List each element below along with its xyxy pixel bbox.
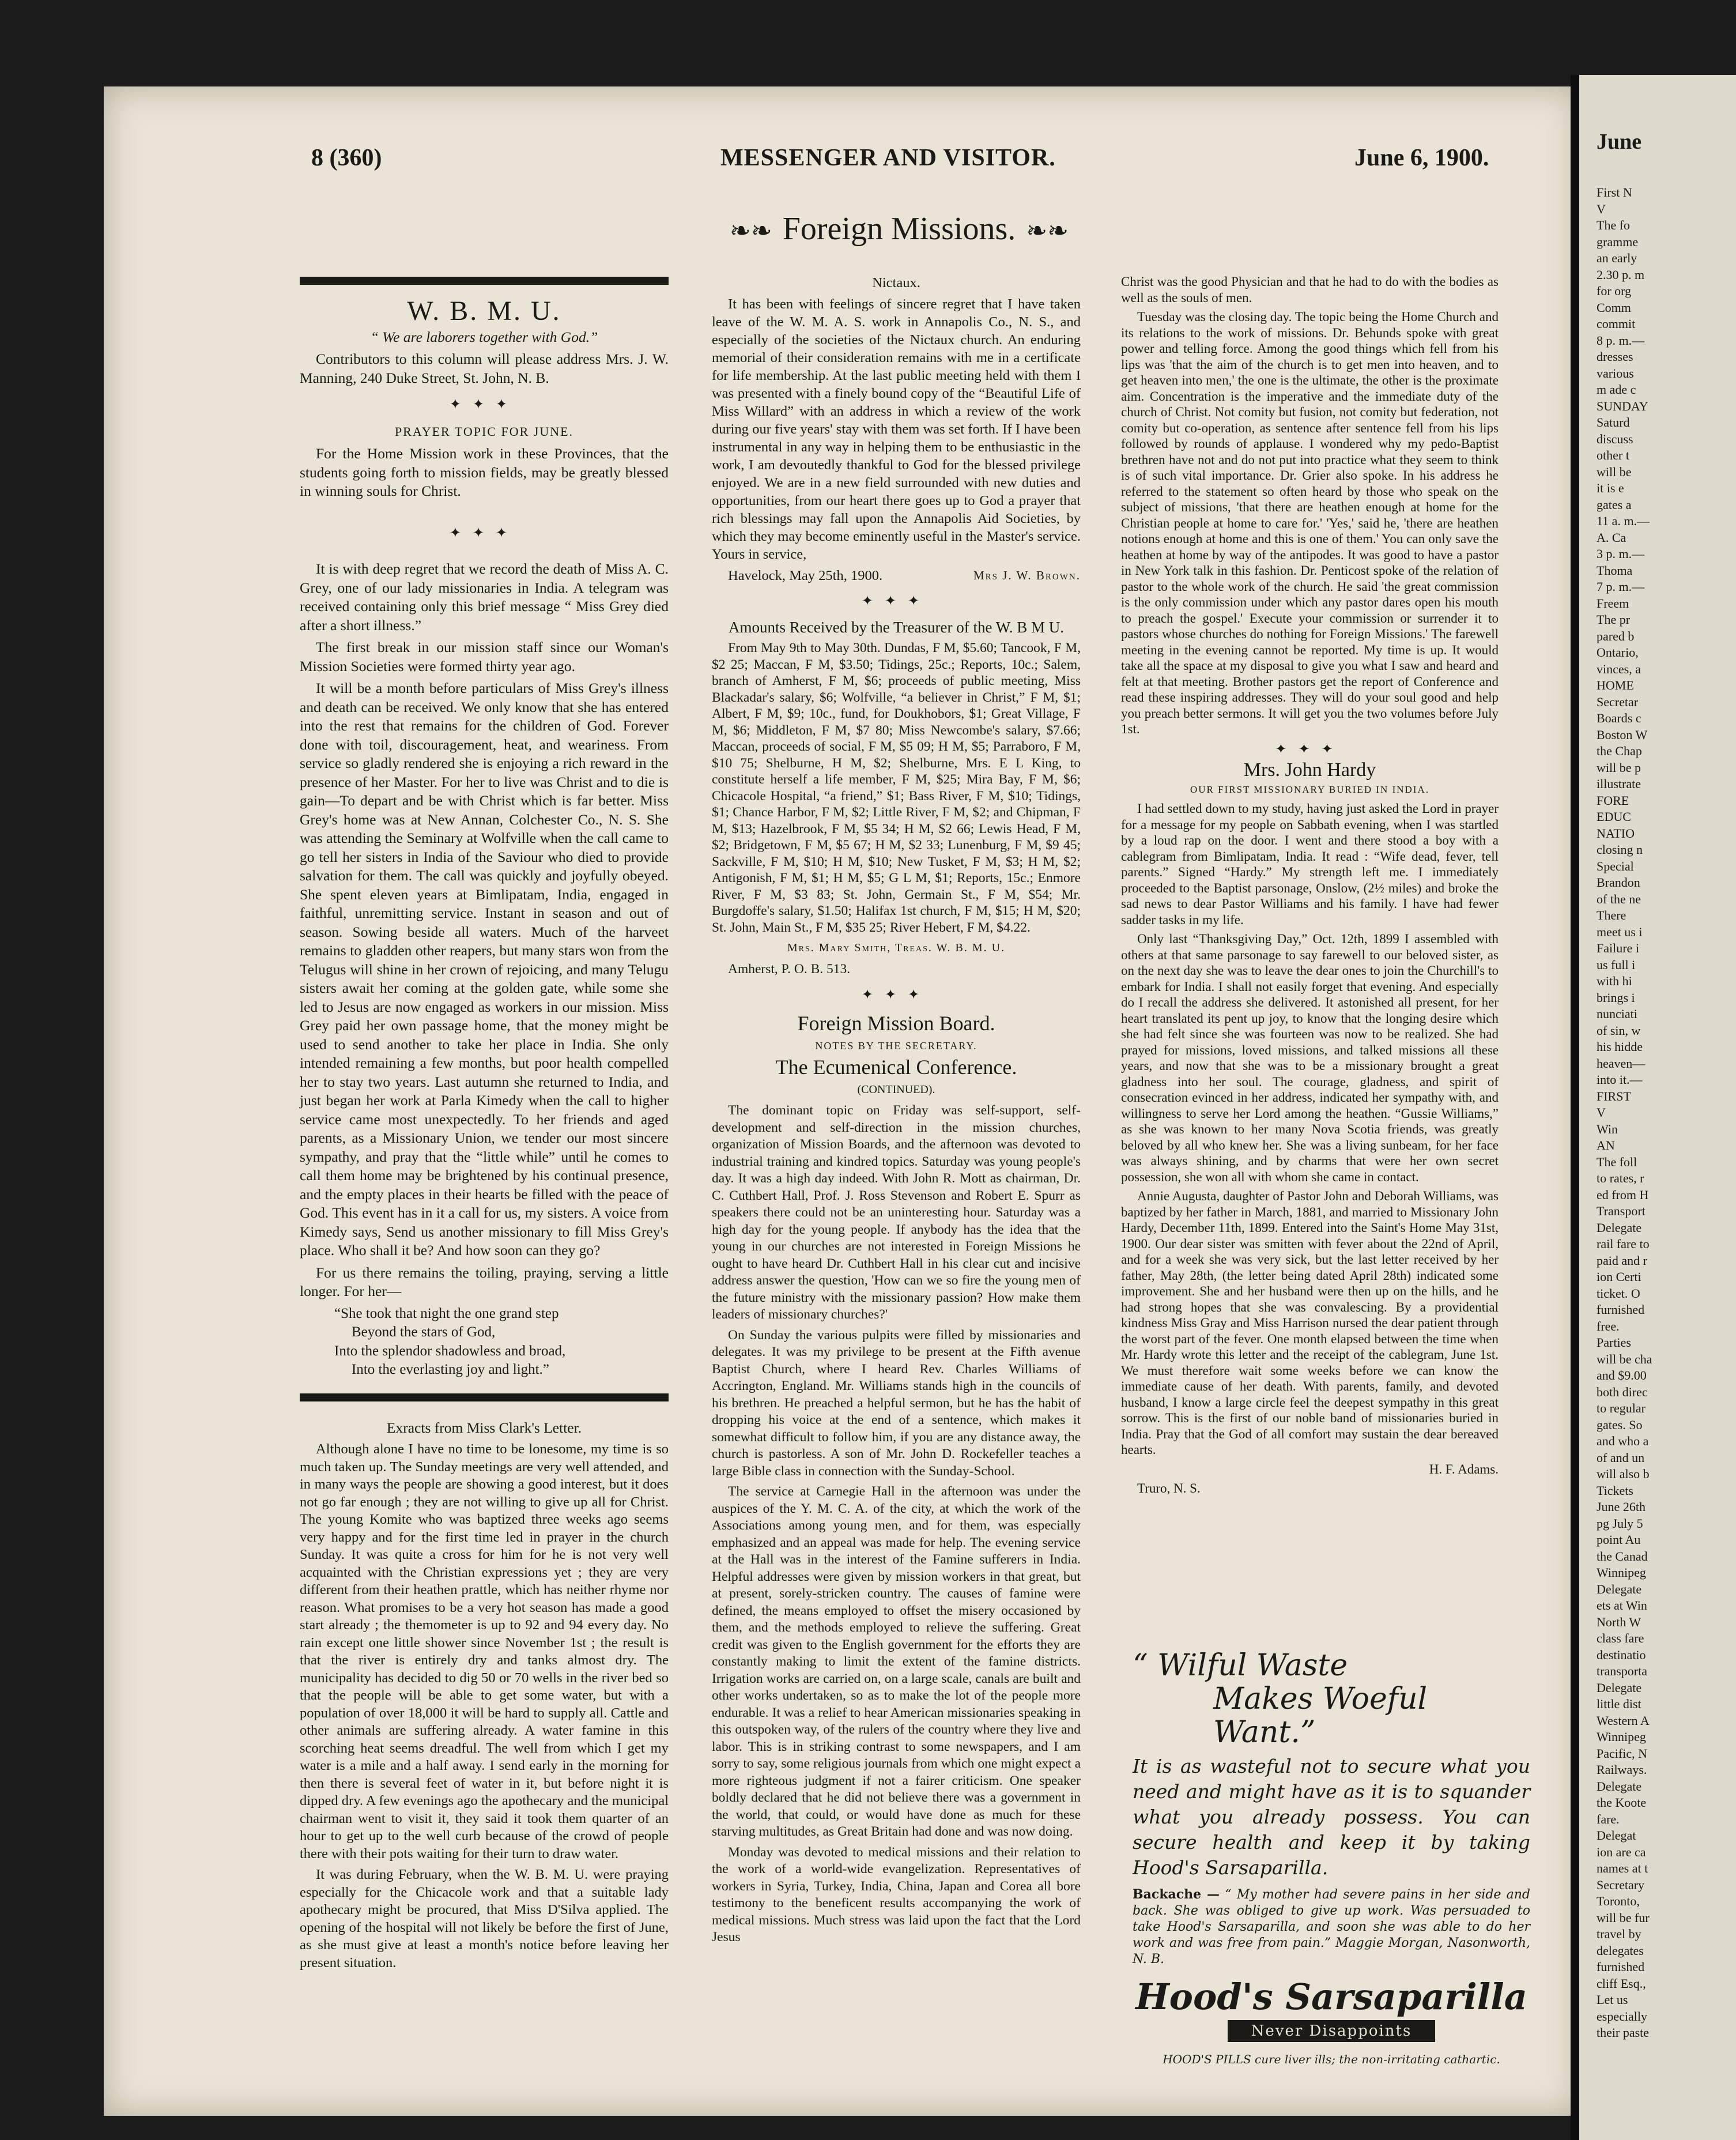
star-divider-icon: ✦✦✦ <box>861 594 931 609</box>
adjacent-line: to regular <box>1597 1401 1646 1415</box>
board-paragraph: The dominant topic on Friday was self-support, self-development and self-direction in the mission churches, organization of Mission Boards, and the afternoon was devoted to industrial training and kindred topics. Saturday was young people's day. It was a high day indeed. With John R. Mott as chairman, Dr. C. Cuthbert Hall, Prof. J. Ross Stevenson and Robert E. Spurr as speakers there could not be an uninteresting hour. Saturday was a high day for the young people. If anybody has the idea that the young in our churches are not interested in Foreign Missions he ought to have heard Dr. Cuthbert Hall in his clear cut and incisive address answer the question, 'How can we so fire the young men of the future ministry with the missionary passion? How make them leaders of missionary churches?' <box>712 1103 1081 1322</box>
poem <box>300 1305 669 1380</box>
hardy-heading: Mrs. John Hardy <box>1243 759 1376 781</box>
signoff-name: Mrs J. W. Brown. <box>973 568 1081 582</box>
grey-paragraph: It is with deep regret that we record the death of Miss A. C. Grey, one of our lady missionaries in India. A telegram was received containing only this brief message “ Miss Grey died after a short illness.” <box>300 560 669 634</box>
board-notes: NOTES BY THE SECRETARY. <box>815 1040 978 1052</box>
adjacent-line: commit <box>1597 317 1636 331</box>
adjacent-line: class fare <box>1597 1631 1644 1645</box>
prayer-topic-text: For the Home Mission work in these Provinces, that the students going forth to mission fields, may be greatly blessed in winning souls for Christ. <box>300 445 669 499</box>
adjacent-line: discuss <box>1597 431 1633 446</box>
adjacent-line: will be <box>1597 464 1632 479</box>
adjacent-line: ticket. O <box>1597 1286 1640 1301</box>
board-heading: Foreign Mission Board. <box>797 1012 995 1035</box>
ad-testimonial-text: “ My mother had severe pains in her side and back. She was obliged to give up work. Was persuaded to take Hood's Sarsaparilla, and soon she was able to do her work and was free from pain.” Maggie Morgan, Nasonworth, N. B. <box>1133 1887 1531 1966</box>
masthead: MESSENGER AND VISITOR. <box>720 145 1056 171</box>
adjacent-line: Delegat <box>1597 1828 1636 1843</box>
hardy-paragraph: Annie Augusta, daughter of Pastor John and Deborah Williams, was baptized by her father in March, 1881, and married to Missionary John Hardy, December 11th, 1899. Entered into the Saint's Home May 31st, 1900. Our dear sister was smitten with fever about the 22nd of April, and for a week she was very sick, but the last letter received by her father, May 28th, (the letter being dated April 28th) indicated some improvement. She and her husband were then up on the hills, and he had strong hopes that she was convalescing. By a providential kindness Miss Gray and Miss Harrison nursed the dear patient through the worst part of the fever. One month elapsed between the time when Mr. Hardy wrote this letter and the receipt of the cablegram, June 1st. We must therefore wait some weeks before we can know the immediate cause of her death. With parents, family, and devoted husband, I know a large circle feel the deepest sympathy in this great sorrow. This is the first of our noble band of missionaries buried in India. Pray that the God of all comfort may sustain the dear bereaved hearts. <box>1121 1189 1499 1457</box>
nictaux-heading: Nictaux. <box>872 275 920 291</box>
adjacent-line: us full i <box>1597 957 1636 972</box>
ad-testimonial-label: Backache — <box>1133 1887 1220 1902</box>
adjacent-line: his hidde <box>1597 1039 1643 1054</box>
adjacent-line: Failure i <box>1597 941 1639 955</box>
amounts-heading: Amounts Received by the Treasurer of the W. B M U. <box>729 619 1064 636</box>
adjacent-line: fare. <box>1597 1811 1620 1826</box>
section-title: Foreign Missions. <box>782 211 1016 247</box>
ad-testimonial <box>1133 1886 1530 1968</box>
column-wbmu <box>300 277 669 1975</box>
adjacent-line: and who a <box>1597 1434 1649 1448</box>
adjacent-line: Railways. <box>1597 1762 1647 1777</box>
adjacent-header: June <box>1597 130 1642 154</box>
adjacent-line: NATIO <box>1597 826 1635 841</box>
page-number: 8 (360) <box>311 145 382 171</box>
adjacent-line: First N <box>1597 185 1632 199</box>
nictaux-signoff <box>712 567 1081 585</box>
adjacent-line: vinces, a <box>1597 661 1641 676</box>
adjacent-line: especially <box>1597 2009 1647 2024</box>
adjacent-line: to rates, r <box>1597 1171 1644 1185</box>
divider <box>300 277 669 285</box>
star-divider-icon: ✦✦✦ <box>861 988 931 1003</box>
adjacent-line: 11 a. m.— <box>1597 514 1650 528</box>
ad-body: It is as wasteful not to secure what you need and might have as it is to squander what you already possess. You can secure health and keep it by taking Hood's Sarsaparilla. <box>1133 1755 1530 1879</box>
adjacent-line: the Koote <box>1597 1795 1647 1810</box>
adjacent-line: Freem <box>1597 596 1629 611</box>
adjacent-line: will be p <box>1597 760 1641 775</box>
adjacent-line: names at t <box>1597 1861 1648 1875</box>
adjacent-line: Brandon <box>1597 875 1640 890</box>
adjacent-line: and $9.00 <box>1597 1368 1647 1382</box>
adjacent-line: Winnipeg <box>1597 1565 1646 1580</box>
adjacent-line: point Au <box>1597 1532 1641 1547</box>
adjacent-line: gates. So <box>1597 1417 1643 1432</box>
adjacent-line: illustrate <box>1597 777 1641 791</box>
adjacent-line: Transport <box>1597 1204 1646 1218</box>
adjacent-line: 7 p. m.— <box>1597 579 1645 594</box>
poem-line: Into the everlasting joy and light.” <box>352 1362 549 1377</box>
adjacent-line: FIRST <box>1597 1088 1631 1103</box>
adjacent-line: June 26th <box>1597 1499 1646 1514</box>
ad-headline: “ Wilful Waste <box>1133 1648 1348 1683</box>
adjacent-line: the Canad <box>1597 1549 1648 1563</box>
adjacent-line: travel by <box>1597 1927 1641 1941</box>
newspaper-page <box>104 86 1579 2116</box>
adjacent-line: other t <box>1597 448 1629 462</box>
adjacent-line: cliff Esq., <box>1597 1976 1646 1991</box>
adjacent-line: EDUC <box>1597 809 1631 824</box>
wbmu-title: W. B. M. U. <box>407 296 561 326</box>
adjacent-line: SUNDAY <box>1597 398 1648 413</box>
adjacent-line: Win <box>1597 1121 1618 1136</box>
adjacent-line: ets at Win <box>1597 1598 1647 1612</box>
adjacent-line: heaven— <box>1597 1056 1646 1071</box>
adjacent-line: it is e <box>1597 481 1624 495</box>
adjacent-line: Ontario, <box>1597 645 1639 660</box>
adjacent-line: ion are ca <box>1597 1844 1646 1859</box>
adjacent-line: free. <box>1597 1318 1620 1333</box>
star-divider-icon: ✦✦✦ <box>449 397 519 412</box>
clark-heading: Exracts from Miss Clark's Letter. <box>386 1419 582 1436</box>
adjacent-line: There <box>1597 908 1626 922</box>
adjacent-line: of and un <box>1597 1450 1645 1465</box>
adjacent-line: Western A <box>1597 1713 1650 1728</box>
poem-line: Beyond the stars of God, <box>352 1324 496 1340</box>
adjacent-line: 8 p. m.— <box>1597 333 1645 348</box>
adjacent-line: Winnipeg <box>1597 1730 1646 1744</box>
adjacent-line: The foll <box>1597 1154 1637 1169</box>
ad-footer: HOOD'S PILLS cure liver ills; the non-irritating cathartic. <box>1163 2052 1500 2066</box>
hardy-paragraph: Only last “Thanksgiving Day,” Oct. 12th, 1899 I assembled with others at that same parsonage to say farewell to our beloved sister, as on the next day she was to leave the dear ones to join the Churchill's to embark for India. I shall not easily forget that evening. And especially do I recall the address she delivered. It astonished all present, for her heart translated its pent up joy, to know that the longing desire which she had felt since she was fourteen was now to be realized. She had prayed for missions, loved missions, and talked missions all these years, and now that she was to be a missionary brought a great gladness into her soul. The courage, gladness, and spirit of consecration evinced in her address, indicated her sympathy with, and willingness to serve her Lord among the heathen. “Gussie Williams,” as she was known to her many Nova Scotia friends, was greatly beloved by all who knew her. She was a living sunbeam, for her face was always shining, and by charms that were her own secret possession, she won all with whom she came in contact. <box>1121 932 1499 1184</box>
clark-paragraph: Although alone I have no time to be lonesome, my time is so much taken up. The Sunday meetings are very well attended, and in many ways the people are showing a good interest, but it does not go far enough ; they are not willing to give up all for Christ. The young Komite who was baptized three weeks ago seems very happy and for the first time led in prayer in the church Sunday. It was quite a cross for him for he is not very well acquainted with the Christian expressions yet ; they are very different from their heathen prattle, which has neither rhyme nor reason. What promises to be a very hot season has made a good start already ; the themometer is up to 92 and 94 every day. No rain except one little shower since November 1st ; the result is that the river is entirely dry and tanks almost dry. The municipality has decided to dig 50 or 70 wells in the river bed so that the people will be able to get some water, but with a population of over 18,000 it will be hard to supply all. Cattle and other animals are suffering already. A water famine in this scorching heat seems dreadful. The well from which I get my water is a mile and a half away. I send early in the morning for then there is several feet of water in it, but before night it is dipped dry. A few evenings ago the apothecary and the municipal chairman went to visit it, they said it took them quarter of an hour to get up to the well curb because of the crowd of people there with their pots waiting for their turn to draw water. <box>300 1441 669 1862</box>
adjacent-line: of the ne <box>1597 891 1641 906</box>
clark-paragraph: It was during February, when the W. B. M. U. were praying especially for the Chicacole work and that a suitable lady apothecary might be procured, that Miss D'Silva applied. The opening of the hospital will not likely be before the first of June, as she must give at least a month's notice before leaving her present situation. <box>300 1867 669 1971</box>
treasurer-address: Amherst, P. O. B. 513. <box>728 962 851 977</box>
adjacent-line: will be fur <box>1597 1910 1650 1925</box>
adjacent-line: pg July 5 <box>1597 1516 1643 1531</box>
adjacent-line: their paste <box>1597 2025 1650 2040</box>
adjacent-line: will also b <box>1597 1467 1650 1481</box>
hardy-signature: H. F. Adams. <box>1429 1461 1499 1476</box>
hardy-place: Truro, N. S. <box>1137 1481 1201 1495</box>
adjacent-line: gates a <box>1597 497 1632 512</box>
leaf-ornament-icon: ❧❧ <box>1026 217 1069 245</box>
adjacent-line: A. Ca <box>1597 530 1626 545</box>
board-paragraph: Monday was devoted to medical missions and their relation to the work of a world-wide evangelization. Representatives of workers in Syria, Turkey, India, China, Japan and Corea all bore testimony to the beneficent results accompanying the work of medical missions. Much stress was laid upon the fact that the Lord Jesus <box>712 1844 1081 1945</box>
adjacent-line: Secretar <box>1597 694 1639 709</box>
adjacent-line: Delegate <box>1597 1779 1642 1794</box>
wbmu-motto: “ We are laborers together with God.” <box>370 328 598 345</box>
adjacent-line: V <box>1597 201 1606 216</box>
adjacent-line: 3 p. m.— <box>1597 547 1645 561</box>
adjacent-line: Secretary <box>1597 1877 1645 1892</box>
grey-paragraph: The first break in our mission staff since our Woman's Mission Societies were formed thirty year ago. <box>300 639 669 675</box>
adjacent-line: various <box>1597 366 1634 380</box>
grey-paragraph: It will be a month before particulars of Miss Grey's illness and death can be received. We only know that she has entered into the rest that remains for the children of God. Forever done with toil, discouragement, heat, and weariness. From service so gladly rendered she is enjoying a rich reward in the presence of her Master. For her to live was Christ and to die is gain—To depart and be with Christ which is far better. Miss Grey's home was at New Annan, Colchester Co., N. S. She was attending the Seminary at Wolfville when the call came to go tell her sisters in India of the Saviour who died to provide salvation for them. The call was quickly and joyfully obeyed. She spent eleven years at Bimlipatam, India, engaged in faithful, unremitting service. Instant in season and out of season. Sowing beside all waters. Much of the harveet remains to gladden other reapers, but many stars won from the Telugus will shine in her crown of rejoicing, and many Telugu sisters await her coming at the golden gate, while some she led to Jesus are now engaged as workers in our mission. Miss Grey paid her own passage home, that the money might be used to send another to take her place in India. She only intended remaining a few months, but poor health compelled her to stay two years. Last autumn she returned to India, and just began her work at Parla Kimedy when the call to higher service came most unexpectedly. To her friends and aged parents, as a Missionary Union, we tender our most sincere sympathy, and pray that the “little while” until he comes to call them home may be brightened by his continual presence, and the empty places in their hearts be filled with the peace of God. This event has in it a call for us, my sisters. A voice from Kimedy says, Send us another missionary to fill Miss Grey's place. Who shall it be? And how soon can they go? <box>300 680 669 1259</box>
adjacent-line: meet us i <box>1597 924 1643 939</box>
adjacent-line: 2.30 p. m <box>1597 267 1645 282</box>
adjacent-line: Delegate <box>1597 1680 1642 1695</box>
leaf-ornament-icon: ❧❧ <box>730 217 772 245</box>
adjacent-line: Thoma <box>1597 563 1633 578</box>
column-hardy <box>1121 274 1499 1500</box>
adjacent-line: Saturd <box>1597 415 1630 429</box>
adjacent-line: will be cha <box>1597 1351 1652 1366</box>
adjacent-line: ed from H <box>1597 1187 1649 1202</box>
star-divider-icon: ✦✦✦ <box>449 525 519 541</box>
hardy-paragraph: I had settled down to my study, having just asked the Lord in prayer for a message for my people on Sabbath evening, when I was startled by a loud rap on the door. I went and there stood a boy with a cablegram from Bimlipatam, India. It read : “Wife dead, fever, tell parents.” Signed “Hardy.” My strength left me. I immediately proceeded to the Baptist parsonage, Onslow, (2½ miles) and broke the sad news to dear Pastor Williams and his family. I have had fewer sadder tasks in my life. <box>1121 801 1499 927</box>
adjacent-line: The fo <box>1597 218 1631 232</box>
adjacent-line: both direc <box>1597 1384 1648 1399</box>
adjacent-line: m ade c <box>1597 382 1636 397</box>
adjacent-line: rail fare to <box>1597 1237 1650 1251</box>
poem-line: Into the splendor shadowless and broad, <box>334 1343 566 1359</box>
adjacent-line: Delegate <box>1597 1581 1642 1596</box>
adjacent-line: transporta <box>1597 1664 1647 1678</box>
adjacent-line: paid and r <box>1597 1253 1647 1268</box>
board-paragraph: The service at Carnegie Hall in the afternoon was under the auspices of the Y. M. C. A. of the city, at which the work of the Associations among young men, and for them, was especially emphasized and an appeal was made for help. The evening service at the Hall was in the interest of the Famine sufferers in India. Helpful addresses were given by mission workers in that great, but at present, sorely-stricken country. The causes of famine were defined, the means employed to offset the misery occasioned by them, and the methods employed to relieve the suffering. Great credit was given to the English government for the efforts they are constantly making to limit the extent of the famine districts. Irrigation works are carried on, on a large scale, canals are built and other works undertaken, so as to make the lot of the people more endurable. It was a relief to hear American missionaries speaking in this outspoken way, of the rulers of the country where they live and labor. This is in striking contrast to some newspapers, and I am sorry to say, some religious journals from which one might expect a more righteous judgment if not a fairer criticism. One speaker boldly declared that he did not believe there was a government in the world, that could, or would have done as much for these starving multitudes, as Great Britain had done and was now doing. <box>712 1484 1081 1839</box>
adjacent-line: with hi <box>1597 974 1632 988</box>
adjacent-line: little dist <box>1597 1697 1641 1711</box>
adjacent-line: for org <box>1597 284 1632 298</box>
adjacent-line: furnished <box>1597 1302 1645 1317</box>
adjacent-line: Let us <box>1597 1992 1628 2007</box>
adjacent-line: Toronto, <box>1597 1894 1640 1908</box>
continued-label: (CONTINUED). <box>857 1083 935 1096</box>
nictaux-text: It has been with feelings of sincere regret that I have taken leave of the W. M. A. S. work in Annapolis Co., N. S., and especially of the societies of the Nictaux church. An enduring memorial of their consideration remains with me in a certificate for life membership. At the last public meeting held with them I was presented with a finely bound copy of the “Beautiful Life of Miss Willard” with an address in which a review of the work during our five years' stay with them was set forth. If I have been instrumental in any way in helping them to be enthusiastic in the work, I am devoutedly thankful to God for the blessed privilege enjoyed. We are in a new field surrounded with new duties and opportunities, from our heart there goes up to God a prayer that rich blessings may fall upon the Annapolis Aid Societies, by which they may become eminently useful in the Master's service. Yours in service, <box>712 296 1081 562</box>
adjacent-line: V <box>1597 1105 1606 1120</box>
adjacent-line: into it.— <box>1597 1072 1643 1087</box>
conference-heading: The Ecumenical Conference. <box>775 1056 1017 1079</box>
grey-paragraph: For us there remains the toiling, praying, serving a little longer. For her— <box>300 1264 669 1299</box>
adjacent-line: nunciati <box>1597 1007 1637 1021</box>
conference-paragraph: Christ was the good Physician and that he had to do with the bodies as well as the souls of men. <box>1121 274 1499 305</box>
adjacent-line: Boards c <box>1597 711 1641 725</box>
adjacent-line: an early <box>1597 251 1637 265</box>
adjacent-line: Boston W <box>1597 727 1648 742</box>
adjacent-page <box>1579 75 1736 2140</box>
hoods-logo: Hood's Sarsaparilla <box>1135 1976 1527 2018</box>
adjacent-line: Comm <box>1597 300 1631 315</box>
adjacent-line: furnished <box>1597 1960 1645 1974</box>
star-divider-icon: ✦✦✦ <box>1275 741 1345 757</box>
hardy-subheading: OUR FIRST MISSIONARY BURIED IN INDIA. <box>1190 783 1429 795</box>
section-header <box>697 210 1101 247</box>
adjacent-text <box>1597 184 1735 2041</box>
adjacent-line: closing n <box>1597 842 1643 857</box>
adjacent-line: Parties <box>1597 1335 1631 1350</box>
amounts-text: From May 9th to May 30th. Dundas, F M, $5.60; Tancook, F M, $2 25; Maccan, F M, $3.50; Tidings, 25c.; Reports, 10c.; Salem, branch of Amherst, F M, $6; proceeds of public meeting, Miss Blackadar's salary, $6; Wolfville, “a believer in Christ,” F M, $1; Albert, F M, $9; 10c., fund, for Doukhobors, $1; Great Village, F M, $6; Middleton, F M, $7 80; Miss Newcombe's salary, $7.66; Maccan, proceeds of social, F M, $5 09; H M, $5; Parraboro, F M, $10 75; Shelburne, H M, $2; Shelburne, Mrs. E L King, to constitute herself a life member, F M, $25; Mira Bay, F M, $6; Chicacole Hospital, “a friend,” $1; Bass River, F M, $10; Tidings, $1; Chance Harbor, F M, $2; Little River, F M, $2; and Chipman, F M, $13; Hazelbrook, F M, $5 34; H M, $2 66; Lewis Head, F M, $2; Bridgetown, F M, $5 67; H M, $2 33; Lunenburg, F M, $9 45; Sackville, F M, $10; H M, $10; New Tusket, F M, $3; H M, $2; Antigonish, F M, $1; H M, $5; G L M, $1; Reports, 15c.; Enmore River, F M, $3 83; St. John, Germain St., F M, $54; Mr. Burgdoffe's salary, $1.50; Halifax 1st church, F M, $15; H M, $20; St. John, Main St., F M, $35 25; River Hebert, F M, $4.22. <box>712 641 1081 935</box>
board-paragraph: On Sunday the various pulpits were filled by missionaries and delegates. It was my privilege to be present at the Fifth avenue Baptist Church, where I heard Rev. Charles Williams of Accrington, England. Mr. Williams stands high in the councils of his brethren. He preached a helpful sermon, but he has the habit of dropping his voice at the end of a sentence, which makes it somewhat difficult to follow him, if you are any distance away, the church is pastorless. A son of Mr. John D. Rockefeller teaches a large Bible class in connection with the Sunday-School. <box>712 1327 1081 1479</box>
adjacent-line: FORE <box>1597 793 1629 808</box>
adjacent-line: AN <box>1597 1138 1615 1152</box>
adjacent-line: HOME <box>1597 678 1634 692</box>
adjacent-line: delegates <box>1597 1943 1644 1958</box>
adjacent-line: the Chap <box>1597 744 1642 758</box>
adjacent-line: Tickets <box>1597 1483 1633 1498</box>
ad-headline: Makes Woeful Want.” <box>1213 1682 1428 1750</box>
adjacent-line: dresses <box>1597 349 1633 364</box>
conference-paragraph: Tuesday was the closing day. The topic being the Home Church and its relations to the work of missions. Dr. Behunds spoke with great power and telling force. Among the good things which fell from his lips was 'that the aim of the church is to get men into heaven, and to get heaven into men,' the one is the ultimate, the other is the proximate aim. Concentration is the imperative and the immediate duty of the church of Christ. Not comity but fusion, not comity but federation, not comity but co-operation, as sentence after sentence fell from his lips followed by rounds of applause. I wondered why my pedo-Baptist brethren have not and do not put into practice what they seem to think is of such vital importance. Dr. Grier also spoke. In his address he referred to the statement so often heard by those who speak on the subject of missions, 'that there are heathen enough at home for the Christian people at home to care for.' 'Yes,' said he, 'there are heathen notions enough at home and this is one of them.' You can only save the heathen at home by way of the antipodes. It was good to have a pastor in New York talk in this fashion. Dr. Penticost spoke of the relation of pastor to the whole work of the church. He said 'the great commission is the only commission under which any pastor dares open his mouth to preach the gospel.' Execute your commission or surrender it to pastors whose churches do nothing for Foreign Missions.' The farewell meeting in the evening cannot be reported. My time is up. It would take all the space at my disposal to give you what I saw and heard and felt at that meeting. Brother pastors get the report of Conference and read these inspiring addresses. They will do your soul good and help you preach better sermons. It will get you the two volumes before July 1st. <box>1121 310 1499 736</box>
issue-date: June 6, 1900. <box>1354 145 1489 171</box>
contributors-note: Contributors to this column will please address Mrs. J. W. Manning, 240 Duke Street, St. John, N. B. <box>300 351 669 386</box>
adjacent-line: pared b <box>1597 628 1635 643</box>
adjacent-line: destinatio <box>1597 1647 1646 1662</box>
adjacent-line: of sin, w <box>1597 1023 1641 1038</box>
adjacent-line: Delegate <box>1597 1220 1642 1235</box>
adjacent-line: ion Certi <box>1597 1269 1641 1284</box>
ad-banner: Never Disappoints <box>1228 2020 1435 2042</box>
divider <box>300 1393 669 1401</box>
adjacent-line: Pacific, N <box>1597 1746 1647 1761</box>
treasurer-name: Mrs. Mary Smith, Treas. W. B. M. U. <box>787 941 1006 954</box>
hoods-advertisement <box>1133 1649 1530 2066</box>
prayer-topic-heading: PRAYER TOPIC FOR JUNE. <box>394 424 574 439</box>
column-nictaux-board <box>712 274 1081 1950</box>
signoff-place: Havelock, May 25th, 1900. <box>728 568 883 583</box>
adjacent-line: brings i <box>1597 990 1635 1005</box>
adjacent-line: gramme <box>1597 234 1639 249</box>
poem-line: “She took that night the one grand step <box>334 1305 559 1321</box>
adjacent-line: North W <box>1597 1614 1641 1629</box>
adjacent-line: The pr <box>1597 612 1631 627</box>
adjacent-line: Special <box>1597 858 1634 873</box>
